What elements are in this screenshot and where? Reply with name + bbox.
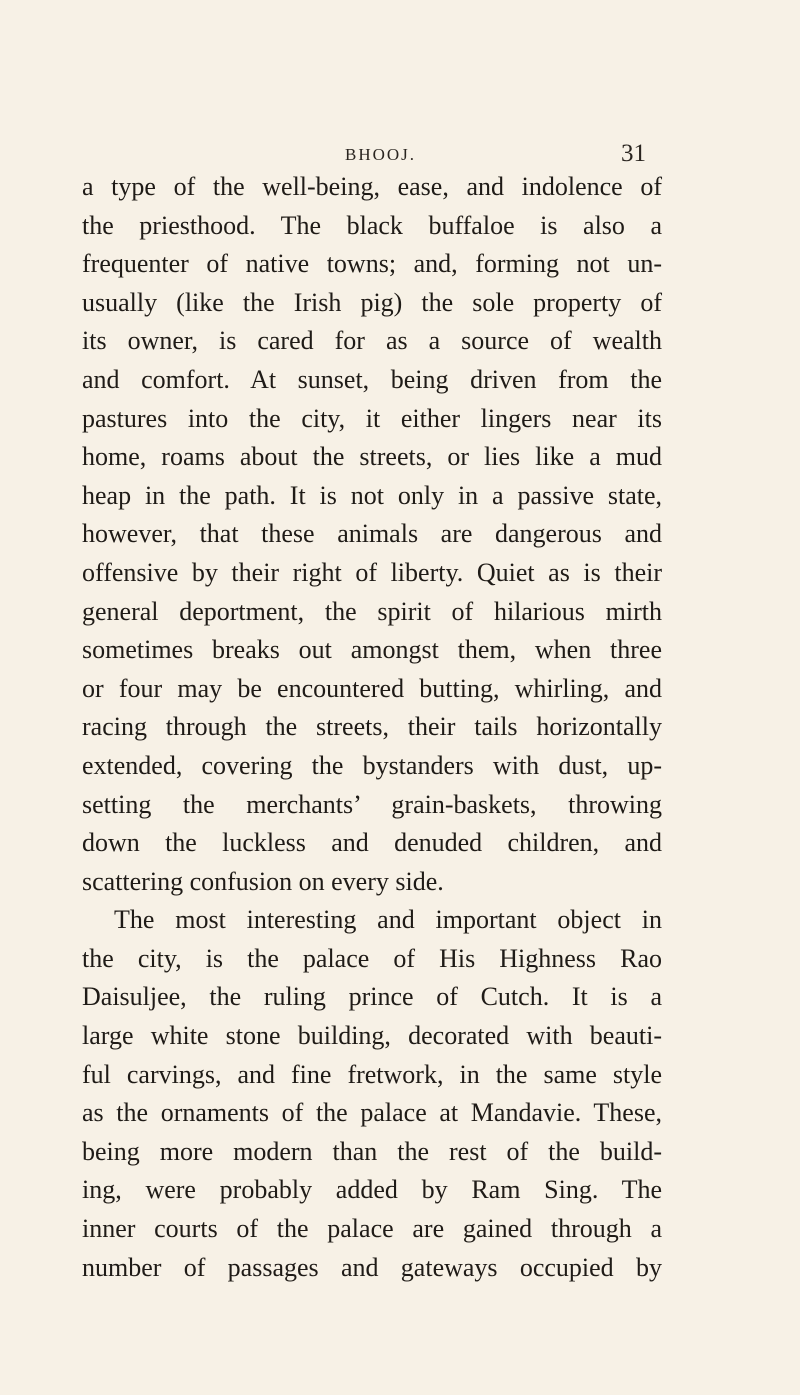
text-line: and comfort. At sunset, being driven from the — [82, 364, 662, 394]
body-text — [82, 168, 662, 1287]
text-line: number of passages and gateways occupied by — [82, 1252, 662, 1282]
text-line: pastures into the city, it either lingers near its — [82, 403, 662, 433]
text-line: scattering confusion on every side. — [82, 866, 444, 896]
text-line: as the ornaments of the palace at Mandavie. These, — [82, 1098, 662, 1128]
text-line: ful carvings, and fine fretwork, in the same style — [82, 1059, 662, 1089]
text-line: down the luckless and denuded children, and — [82, 828, 662, 858]
text-line: the city, is the palace of His Highness Rao — [82, 943, 662, 973]
text-line: heap in the path. It is not only in a passive state, — [82, 480, 662, 510]
text-line: extended, covering the bystanders with dust, up- — [82, 750, 662, 780]
text-line: sometimes breaks out amongst them, when three — [82, 635, 662, 665]
text-line: frequenter of native towns; and, forming not un- — [82, 249, 662, 279]
text-line: offensive by their right of liberty. Quiet as is their — [82, 557, 662, 587]
text-line: its owner, is cared for as a source of wealth — [82, 326, 662, 356]
text-line: usually (like the Irish pig) the sole property of — [82, 287, 662, 317]
text-line: Daisuljee, the ruling prince of Cutch. It is a — [82, 982, 662, 1012]
text-line: The most interesting and important object in — [114, 905, 662, 935]
text-line: setting the merchants’ grain-baskets, throwing — [82, 789, 662, 819]
text-line: or four may be encountered butting, whirling, and — [82, 673, 662, 703]
text-line: the priesthood. The black buffaloe is also a — [82, 210, 662, 240]
text-line: ing, were probably added by Ram Sing. The — [82, 1175, 662, 1205]
text-line: a type of the well-being, ease, and indolence of — [82, 172, 662, 201]
text-line: large white stone building, decorated with beauti- — [82, 1021, 662, 1051]
running-title: BHOOJ. — [345, 145, 417, 164]
text-line: however, that these animals are dangerous and — [82, 519, 662, 549]
text-line: racing through the streets, their tails horizontally — [82, 712, 662, 742]
text-line: inner courts of the palace are gained through a — [82, 1214, 662, 1244]
text-line: general deportment, the spirit of hilarious mirth — [82, 596, 662, 626]
page-number: 31 — [621, 140, 646, 167]
text-line: home, roams about the streets, or lies like a mud — [82, 442, 662, 472]
text-line: being more modern than the rest of the build- — [82, 1136, 662, 1166]
